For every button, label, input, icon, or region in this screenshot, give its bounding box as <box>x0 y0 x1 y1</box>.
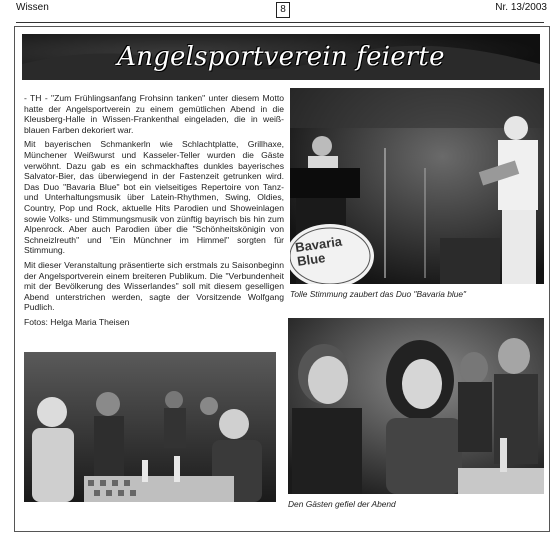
headline: Angelsportverein feierte <box>117 42 445 72</box>
guests-portrait-image <box>288 318 544 494</box>
article-body <box>24 93 284 327</box>
page-number: 8 <box>276 2 290 18</box>
band-photo-caption: Tolle Stimmung zaubert das Duo "Bavaria blue" <box>290 289 467 299</box>
guests-table-photo <box>24 352 276 502</box>
publication-name: Wissen <box>16 2 49 13</box>
headline-banner <box>22 34 540 80</box>
article-paragraph-3: Mit dieser Veranstaltung präsentierte sich erstmals zu Saisonbeginn der Angelsportverein einem breiteren Publikum. Die "Verbundenheit mit der Bevölkerung des Wisserlandes" soll mit diesem geselligen Abend unterstrichen werden, sagte der Vorsitzende Wolfgang Pudlich. <box>24 259 284 313</box>
article-paragraph-1: - TH - "Zum Frühlingsanfang Frohsinn tanken" unter diesem Motto hatte der Angelsportverein zu einem gemütlichen Abend in die Kleusberg-Halle in Wissen-Frankenthal eingeladen, die in weiß-blauen Farben dekoriert war. <box>24 93 284 135</box>
band-photo <box>290 88 544 284</box>
article-paragraph-2: Mit bayerischen Schmankerln wie Schlachtplatte, Grillhaxe, Münchener Weißwurst und Kasseler-Teller wurden die Gäste verwöhnt. Dazu gab es ein schmackhaftes dunkles bayerisches Salvator-Bier, das überwiegend in der Fastenzeit getrunken wird. Das Duo "Bavaria Blue" bot ein vielseitiges Repertoire von Tanz- und Unterhaltungsmusik über Latein-Rhythmen, Swing, Oldies, Country, Pop und Rock, aktuelle Hits Parodien und Showeinlagen sowie Volks- und Stimmungsmusik von zünftig bayrisch bis hin zum Alpenrock. Aber auch Parodien über die "Schönheitskönigin von Schneizlreuth" und "Ein Münchner im Himmel" sorgten für Stimmung. <box>24 139 284 256</box>
guests-photo-caption: Den Gästen gefiel der Abend <box>288 499 396 509</box>
drum-label: Bavaria Blue <box>294 233 343 269</box>
header-rule <box>16 22 544 23</box>
guests-portrait-photo <box>288 318 544 494</box>
photo-credit: Fotos: Helga Maria Theisen <box>24 316 130 327</box>
guests-table-image <box>24 352 276 502</box>
issue-number: Nr. 13/2003 <box>495 2 547 13</box>
